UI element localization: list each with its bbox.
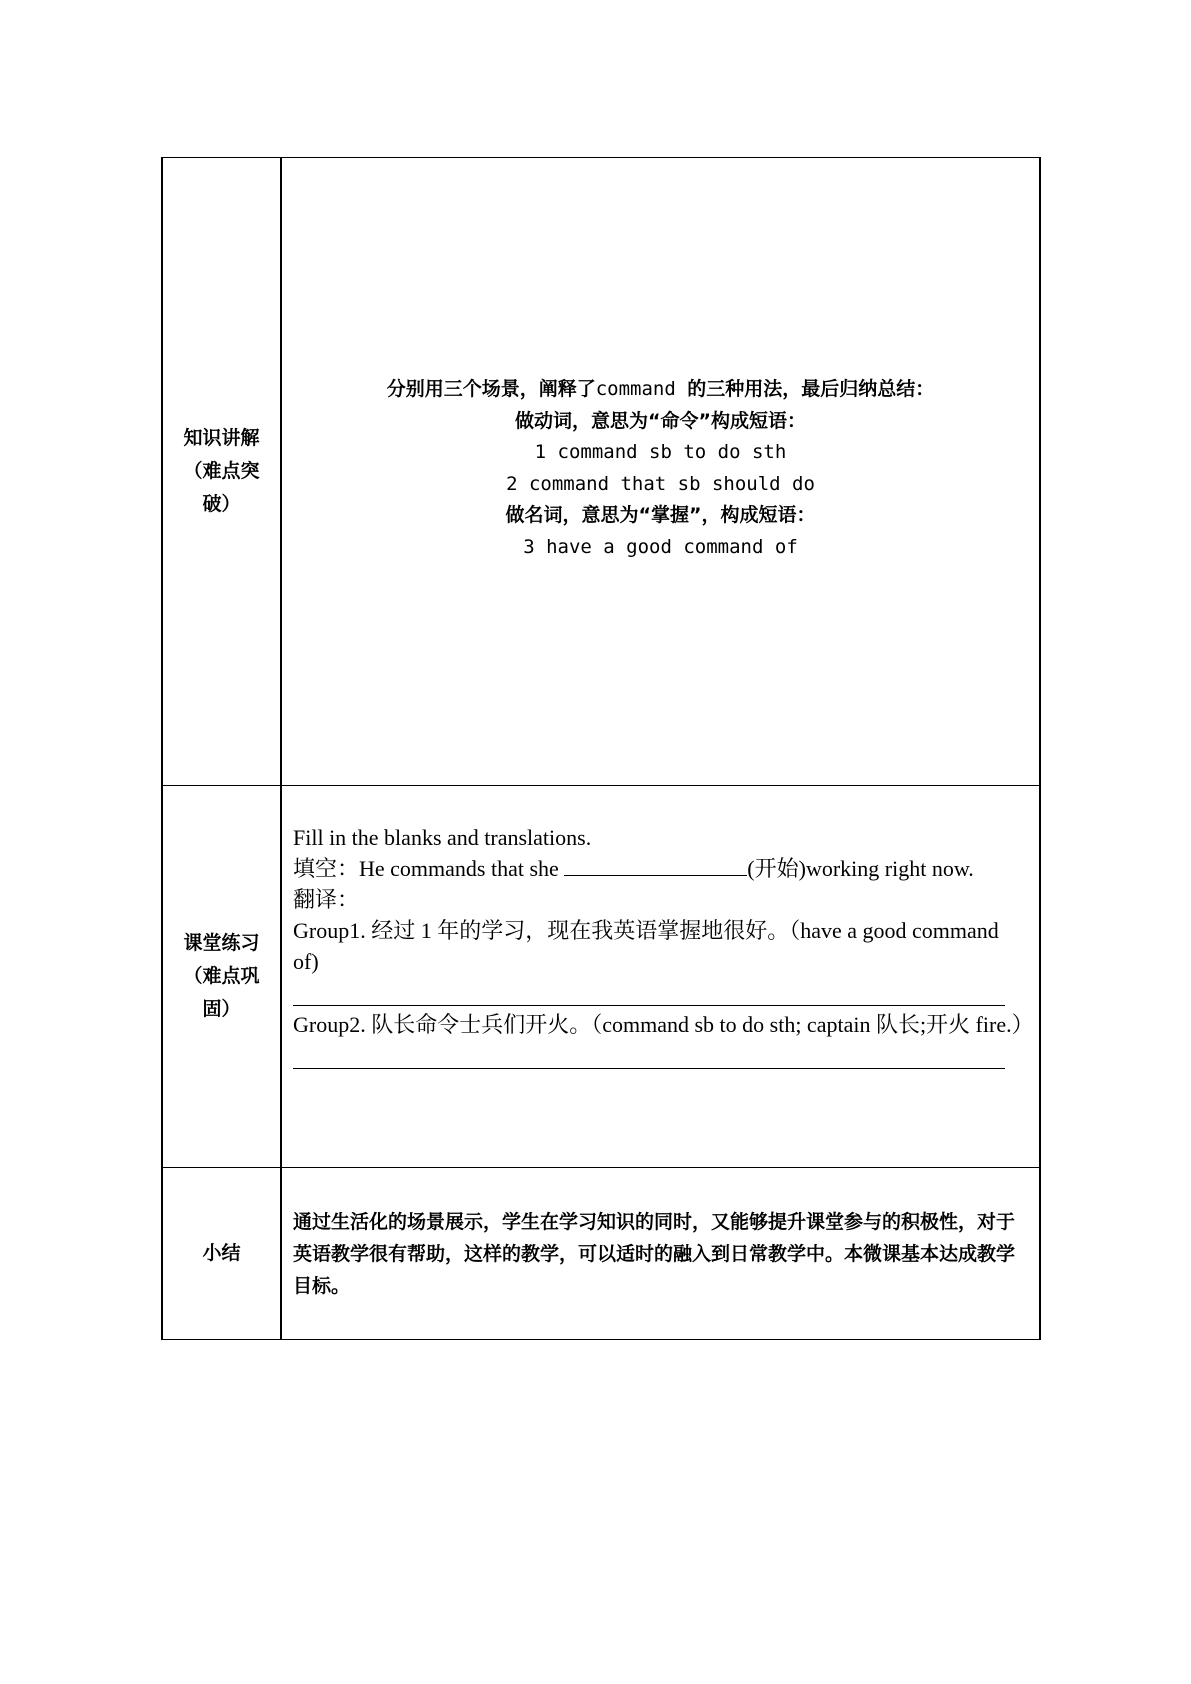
phrase-1: 1 command sb to do sth [534,441,787,463]
knowledge-label-line1: 知识讲解 [183,427,260,449]
summary-label: 小结 [202,1242,241,1264]
practice-instruction: Fill in the blanks and translations. [293,825,592,850]
knowledge-label-cell [162,158,281,786]
knowledge-content [282,374,1039,563]
group2-answer-line [293,1040,1005,1069]
group1-text: Group1. 经过 1 年的学习，现在我英语掌握地很好。（have a good command of) [293,918,999,974]
practice-label-line2: （难点巩 [183,965,260,987]
knowledge-label-line3: 破） [202,493,241,515]
noun-heading: 做名词，意思为“掌握”，构成短语： [505,504,816,526]
phrase-2: 2 command that sb should do [506,472,815,495]
phrase-3: 3 have a good command of [523,535,798,558]
summary-label-cell [162,1168,281,1340]
intro-line [282,374,1039,406]
knowledge-row [162,158,1040,786]
fill-suffix: (开始)working right now. [747,856,974,881]
summary-content-cell [281,1168,1040,1340]
summary-row [162,1168,1040,1340]
lesson-table [161,157,1041,1340]
group1-answer-line [293,977,1005,1006]
knowledge-label-line2: （难点突 [183,460,260,482]
group2-text: Group2. 队长命令士兵们开火。（command sb to do sth; captain 队长;开火 fire.） [293,1012,1034,1037]
intro-word: command [595,378,676,400]
practice-content [282,786,1039,1069]
practice-label-line3: 固） [202,998,241,1020]
practice-label-cell [162,786,281,1168]
practice-label-line1: 课堂练习 [183,932,260,954]
practice-label [174,927,269,1026]
knowledge-content-cell [281,158,1040,786]
fill-blank [564,855,747,876]
summary-text: 通过生活化的场景展示，学生在学习知识的同时，又能够提升课堂参与的积极性，对于英语教学很有帮助，这样的教学，可以适时的融入到日常教学中。本微课基本达成教学目标。 [293,1210,1016,1297]
intro-pre: 分别用三个场景，阐释了 [386,378,596,400]
knowledge-label [174,422,269,521]
verb-heading: 做动词，意思为“命令”构成短语： [515,409,806,432]
practice-row [162,786,1040,1168]
practice-content-cell [281,786,1040,1168]
fill-prefix: 填空：He commands that she [293,856,565,881]
intro-post: 的三种用法，最后归纳总结： [687,378,935,400]
translate-label: 翻译： [293,887,360,912]
fill-blank-line [293,853,1027,884]
